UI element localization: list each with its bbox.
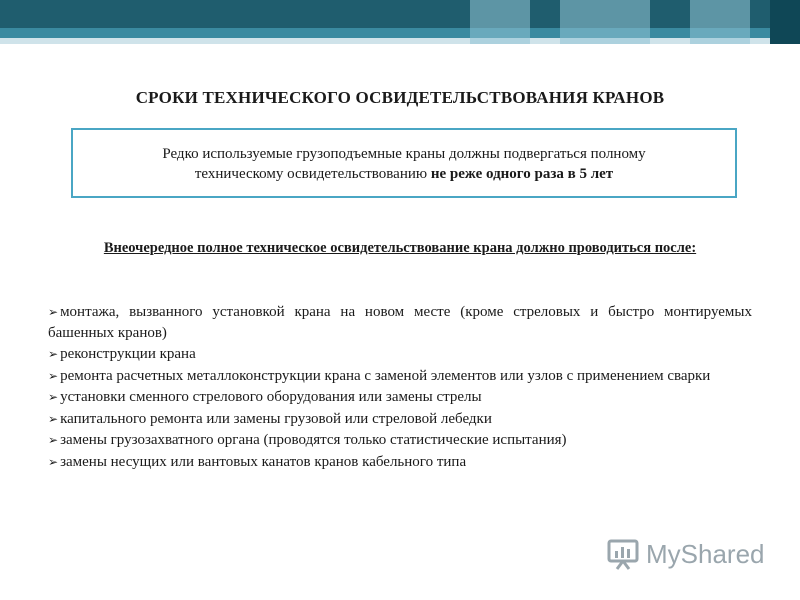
- list-item: [48, 366, 752, 387]
- header-stripe: [690, 0, 750, 44]
- right-arrowhead-icon: ➢: [48, 368, 59, 383]
- header-band-mid: [0, 28, 800, 38]
- note-line-2: [73, 164, 735, 184]
- watermark-text: MyShared: [646, 538, 765, 569]
- header-band-dark: [0, 0, 800, 28]
- note-line-2-plain: техническому освидетельствованию: [194, 166, 431, 182]
- list-item-text: замены несущих или вантовых канатов кранов кабельного типа: [60, 453, 467, 470]
- list-item-text: установки сменного стрелового оборудования или замены стрелы: [60, 389, 482, 405]
- watermark: [606, 534, 765, 574]
- list-item-text: капитального ремонта или замены грузовой или стреловой лебедки: [60, 410, 492, 427]
- note-line-2-emphasis: не реже одного раза в 5 лет: [430, 166, 614, 182]
- requirements-list: [48, 302, 752, 473]
- list-item: [48, 409, 752, 430]
- list-item: [48, 302, 752, 343]
- header-band-light: [0, 38, 800, 44]
- header-stripe: [560, 0, 650, 44]
- list-item: [48, 387, 752, 408]
- subheading: Внеочередное полное техническое освидетельствование крана должно проводиться после:: [103, 240, 697, 256]
- list-item: [48, 430, 752, 451]
- list-item-text: монтажа, вызванного установкой крана на новом месте (кроме стреловых и быстро монтируемых башенных кранов): [48, 304, 752, 341]
- header-band: [0, 0, 800, 52]
- list-item-text: реконструкции крана: [60, 346, 196, 362]
- list-item-text: ремонта расчетных металлоконструкции крана с заменой элементов или узлов с применением сварки: [60, 367, 711, 384]
- list-item-text: замены грузозахватного органа (проводятся только статистические испытания): [60, 432, 567, 448]
- list-item: [48, 452, 752, 473]
- header-accent: [770, 0, 800, 44]
- right-arrowhead-icon: ➢: [48, 411, 59, 426]
- note-line-1: Редко используемые грузоподъемные краны должны подвергаться полному: [162, 146, 646, 162]
- right-arrowhead-icon: ➢: [48, 454, 59, 469]
- list-item: [48, 344, 752, 365]
- note-box: [71, 128, 737, 198]
- right-arrowhead-icon: ➢: [48, 433, 59, 447]
- presentation-board-icon: [606, 537, 640, 571]
- right-arrowhead-icon: ➢: [48, 390, 59, 404]
- right-arrowhead-icon: ➢: [48, 347, 59, 361]
- header-stripe: [470, 0, 530, 44]
- right-arrowhead-icon: ➢: [48, 305, 59, 319]
- slide-title: СРОКИ ТЕХНИЧЕСКОГО ОСВИДЕТЕЛЬСТВОВАНИЯ КРАНОВ: [135, 88, 665, 107]
